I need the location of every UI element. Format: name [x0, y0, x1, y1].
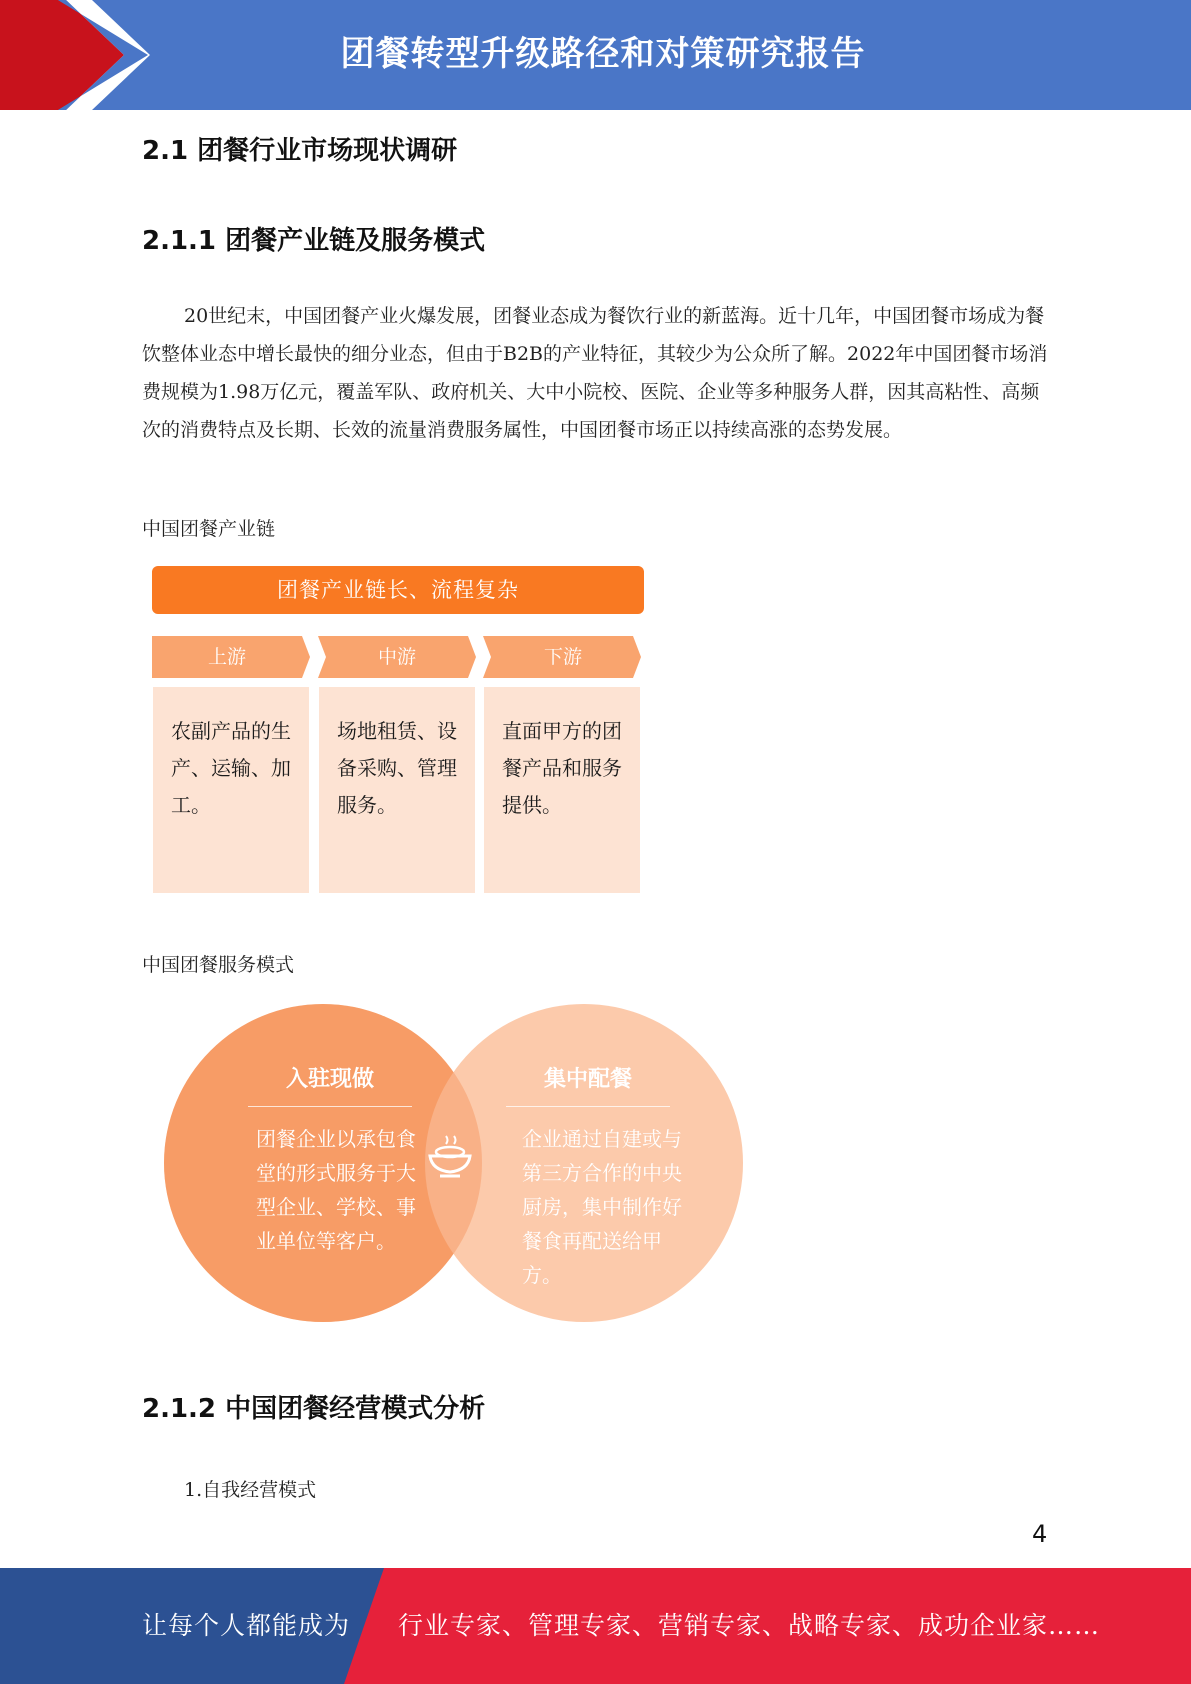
- stage-box-midstream: 场地租赁、设备采购、管理服务。: [319, 687, 475, 893]
- subsection-heading-2-1-2: 2.1.2 中国团餐经营模式分析: [142, 1394, 486, 1424]
- stage-box-downstream: 直面甲方的团餐产品和服务提供。: [484, 687, 640, 893]
- chain-banner: 团餐产业链长、流程复杂: [152, 566, 644, 614]
- subsection-heading-2-1-1: 2.1.1 团餐产业链及服务模式: [142, 226, 486, 256]
- mode-title-central: 集中配餐: [543, 1067, 632, 1092]
- stage-label-midstream: 中游: [377, 646, 416, 668]
- mode-divider-onsite: [248, 1106, 412, 1107]
- mode-text-onsite: 团餐企业以承包食堂的形式服务于大型企业、学校、事业单位等客户。: [256, 1127, 416, 1253]
- footer-slogan-right: 行业专家、管理专家、营销专家、战略专家、成功企业家……: [398, 1611, 1101, 1640]
- mode-title-onsite: 入驻现做: [285, 1067, 374, 1092]
- stage-label-upstream: 上游: [207, 646, 246, 668]
- mode-figure-caption: 中国团餐服务模式: [142, 954, 295, 976]
- mode-text-central: 企业通过自建或与第三方合作的中央厨房，集中制作好餐食再配送给甲方。: [522, 1127, 682, 1287]
- industry-chain-figure: [150, 560, 646, 896]
- service-mode-venn: [160, 1004, 746, 1322]
- page-number: 4: [1032, 1520, 1048, 1548]
- document-title: 团餐转型升级路径和对策研究报告: [340, 34, 866, 74]
- footer-slogan-left: 让每个人都能成为: [142, 1611, 351, 1640]
- mode-divider-central: [506, 1106, 670, 1107]
- intro-paragraph: 20世纪末，中国团餐产业火爆发展，团餐业态成为餐饮行业的新蓝海。近十几年，中国团餐市场成为餐饮整体业态中增长最快的细分业态，但由于B2B的产业特征，其较少为公众所了解。2022年中国团餐市场消费规模为1.98万亿元，覆盖军队、政府机关、大中小院校、医院、企业等多种服务人群，因其高粘性、高频次的消费特点及长期、长效的流量消费服务属性，中国团餐市场正以持续高涨的态势发展。: [142, 305, 1048, 441]
- stage-box-upstream: 农副产品的生产、运输、加工。: [153, 687, 309, 893]
- stage-label-downstream: 下游: [543, 646, 582, 668]
- list-item: 1.自我经营模式: [184, 1479, 317, 1501]
- chain-figure-caption: 中国团餐产业链: [142, 518, 276, 540]
- section-heading: 2.1 团餐行业市场现状调研: [142, 136, 458, 166]
